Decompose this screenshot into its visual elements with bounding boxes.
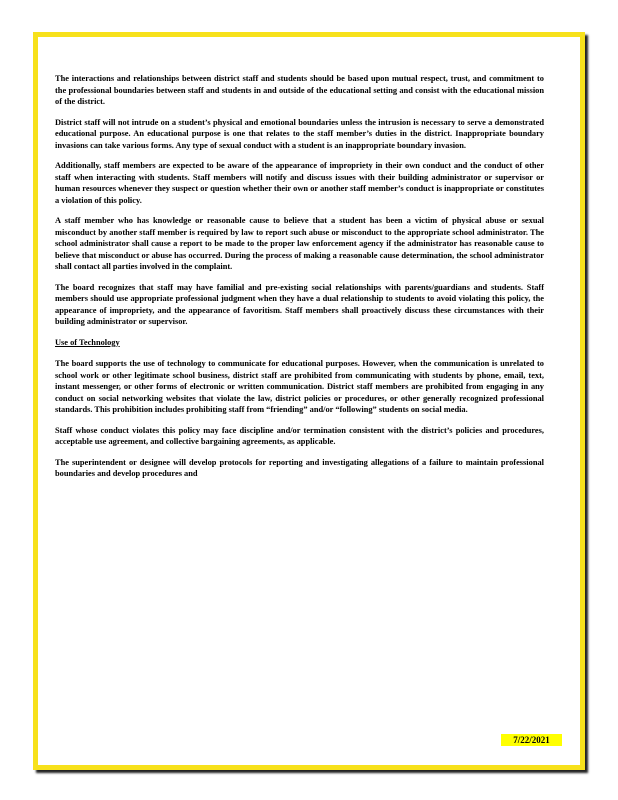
document-body: [55, 73, 544, 489]
paragraph-technology: The board supports the use of technology to communicate for educational purposes. However, when the communication is unrelated to school work or other legitimate school business, district staff are prohibited from communicating with students by phone, email, text, instant messenger, or other forms of electronic or written communication. District staff members are prohibited from engaging in any conduct on social networking websites that violate the law, district policies or procedures, or other generally recognized professional standards. This prohibition includes prohibiting staff from “friending” and/or “following” students on social media.: [55, 359, 544, 414]
footer-date: 7/22/2021: [501, 734, 562, 746]
paragraph-familial: The board recognizes that staff may have familial and pre-existing social relationships with parents/guardians and students. Staff members should use appropriate professional judgment when they have a dual relationship to students to avoid violating this policy, the appearance of impropriety, and the appearance of favoritism. Staff members shall proactively discuss these circumstances with their building administrator or supervisor.: [55, 282, 544, 326]
section-heading-technology: Use of Technology: [55, 337, 120, 347]
paragraph-reporting: A staff member who has knowledge or reasonable cause to believe that a student has been a victim of physical abuse or sexual misconduct by another staff member is required by law to report such abuse or misconduct to the appropriate school administrator. The school administrator shall cause a report to be made to the proper law enforcement agency if the administrator has reasonable cause to believe that misconduct or abuse has occurred. During the process of making a reasonable cause determination, the school administrator shall contact all parties involved in the complaint.: [55, 216, 544, 271]
paragraph-discipline: Staff whose conduct violates this policy may face discipline and/or termination consistent with the district’s policies and procedures, acceptable use agreement, and collective bargaining agreements, as applicable.: [55, 425, 544, 446]
paragraph-boundaries: District staff will not intrude on a student’s physical and emotional boundaries unless the intrusion is necessary to serve a demonstrated educational purpose. An educational purpose is one that relates to the staff member’s duties in the district. Inappropriate boundary invasions can take various forms. Any type of sexual conduct with a student is an inappropriate boundary invasion.: [55, 117, 544, 150]
paragraph-protocols: The superintendent or designee will develop protocols for reporting and investigating allegations of a failure to maintain professional boundaries and develop procedures and: [55, 457, 544, 478]
paragraph-relationships: The interactions and relationships between district staff and students should be based upon mutual respect, trust, and commitment to the professional boundaries between staff and students in and outside of the educational setting and consist with the educational mission of the district.: [55, 74, 544, 106]
paragraph-impropriety: Additionally, staff members are expected to be aware of the appearance of impropriety in their own conduct and the conduct of other staff when interacting with students. Staff members will notify and discuss issues with their building administrator or supervisor or human resources whenever they suspect or question whether their own or another staff member’s conduct is inappropriate or constitutes a violation of this policy.: [55, 161, 544, 205]
